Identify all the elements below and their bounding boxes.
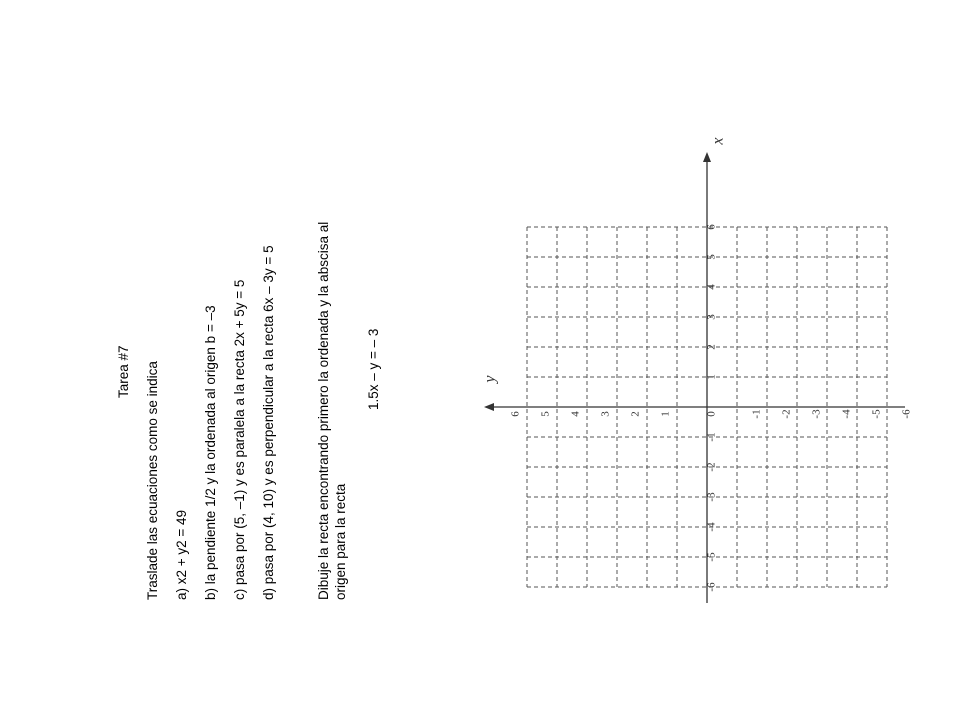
x-tick-label: -1 xyxy=(705,432,718,442)
x-tick-label: 4 xyxy=(705,284,718,290)
item-c: c) pasa por (5, –1) y es paralela a la recta 2x + 5y = 5 xyxy=(232,279,247,600)
assignment-instruction: Traslade las ecuaciones como se indica xyxy=(145,361,160,600)
axes xyxy=(481,152,905,603)
y-tick-label: -2 xyxy=(780,409,793,419)
draw-instruction-line1: Dibuje la recta encontrando primero la ordenada y la abscisa al xyxy=(316,221,331,600)
y-tick-label: -3 xyxy=(810,409,823,419)
item-a: a) x2 + y2 = 49 xyxy=(174,509,189,600)
equation: 1.5x – y = – 3 xyxy=(366,328,381,410)
y-tick-label: -4 xyxy=(840,409,853,419)
x-axis-arrow xyxy=(703,152,711,162)
x-tick-label: 5 xyxy=(705,254,718,260)
y-tick-label: -1 xyxy=(750,409,763,419)
y-tick-label: 5 xyxy=(539,411,552,417)
y-axis-arrow xyxy=(484,403,494,411)
x-tick-label: -6 xyxy=(705,582,718,592)
x-tick-label: 2 xyxy=(705,344,718,350)
origin-label: 0 xyxy=(705,411,718,417)
y-tick-label: -5 xyxy=(870,409,883,419)
x-axis-label: x xyxy=(709,137,727,145)
x-tick-label: -3 xyxy=(705,492,718,502)
x-tick-label: -5 xyxy=(705,552,718,562)
y-tick-label: 2 xyxy=(629,411,642,417)
item-d: d) pasa por (4, 10) y es perpendicular a la recta 6x – 3y = 5 xyxy=(261,245,276,600)
x-tick-label: 6 xyxy=(705,224,718,230)
y-tick-label: 3 xyxy=(599,411,612,417)
y-tick-label: -6 xyxy=(900,409,913,419)
y-tick-label: 1 xyxy=(659,411,672,417)
item-b: b) la pendiente 1/2 y la ordenada al origen b = –3 xyxy=(203,305,218,600)
x-tick-label: 3 xyxy=(705,314,718,320)
y-axis-label: y xyxy=(481,375,499,383)
tick-labels xyxy=(482,137,913,591)
draw-instruction-line2: origen para la recta xyxy=(333,483,348,600)
x-tick-label: 1 xyxy=(705,374,718,380)
x-tick-label: -2 xyxy=(705,462,718,472)
x-tick-label: -4 xyxy=(705,522,718,532)
assignment-title: Tarea #7 xyxy=(116,345,131,398)
y-tick-label: 4 xyxy=(569,411,582,417)
y-tick-label: 6 xyxy=(509,411,522,417)
